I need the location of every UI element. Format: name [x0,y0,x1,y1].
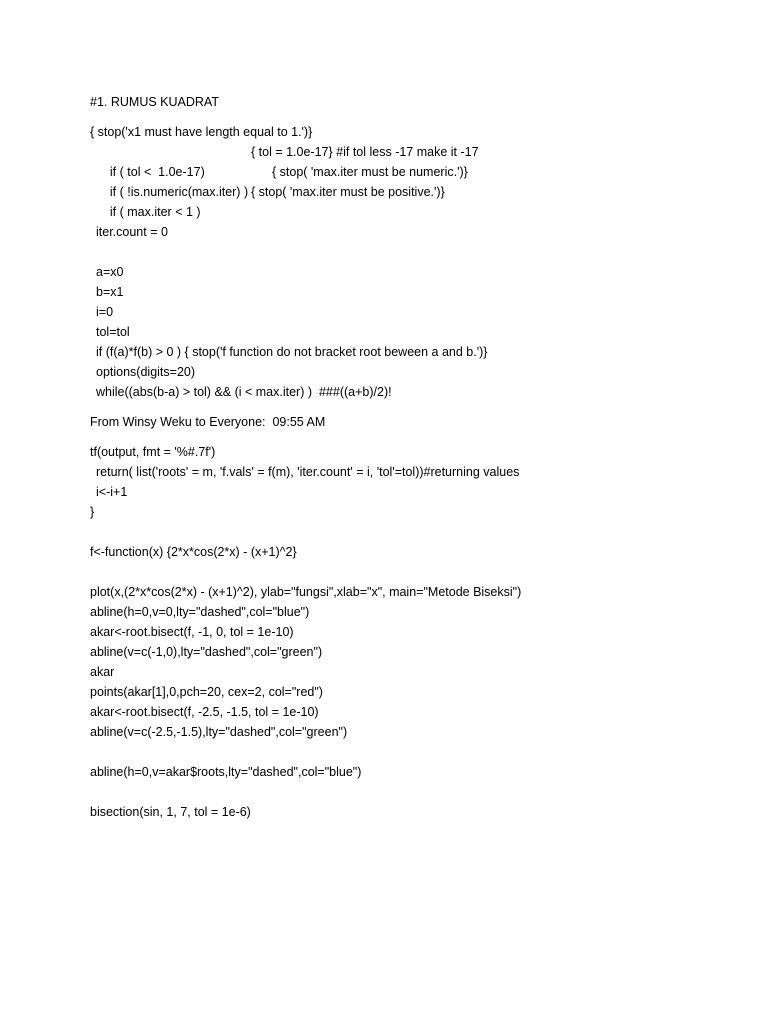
code-fragment: { tol = 1.0e-17} #if tol less -17 make it -17 [251,145,479,159]
code-fragment: if ( !is.numeric(max.iter) ) [109,185,249,199]
code-line [90,182,730,219]
code-fragment: if ( tol < 1.0e-17) [109,165,205,179]
code-line: iter.count = 0 [96,225,168,239]
code-line: } [90,505,95,519]
code-fragment: if ( max.iter < 1 ) [109,205,201,219]
code-line: b=x1 [96,285,124,299]
code-line: tol=tol [96,325,130,339]
code-line: abline(h=0,v=akar$roots,lty="dashed",col="blue") [90,765,362,779]
code-fragment: { stop( 'max.iter must be numeric.')} [272,165,468,179]
code-fragment: { stop( 'max.iter must be positive.')} [251,185,445,199]
code-line: options(digits=20) [96,365,196,379]
code-line: akar [90,665,115,679]
code-line: a=x0 [96,265,124,279]
code-line: i=0 [96,305,114,319]
code-line: return( list('roots' = m, 'f.vals' = f(m), 'iter.count' = i, 'tol'=tol))#returning values [96,465,520,479]
code-line: abline(v=c(-2.5,-1.5),lty="dashed",col="green") [90,725,348,739]
chat-message-header: From Winsy Weku to Everyone: 09:55 AM [90,415,326,429]
code-line: abline(h=0,v=0,lty="dashed",col="blue") [90,605,310,619]
code-line: plot(x,(2*x*cos(2*x) - (x+1)^2), ylab="fungsi",xlab="x", main="Metode Biseksi") [90,585,522,599]
code-line: bisection(sin, 1, 7, tol = 1e-6) [90,805,251,819]
code-line: tf(output, fmt = '%#.7f') [90,445,216,459]
code-line: f<-function(x) {2*x*cos(2*x) - (x+1)^2} [90,545,297,559]
code-line: points(akar[1],0,pch=20, cex=2, col="red") [90,685,323,699]
document-body [90,92,730,822]
code-line: i<-i+1 [96,485,128,499]
section-heading: #1. RUMUS KUADRAT [90,95,219,109]
code-line: abline(v=c(-1,0),lty="dashed",col="green") [90,645,323,659]
code-line: while((abs(b-a) > tol) && (i < max.iter) ) ###((a+b)/2)! [96,385,392,399]
code-line: akar<-root.bisect(f, -2.5, -1.5, tol = 1e-10) [90,705,319,719]
code-line: akar<-root.bisect(f, -1, 0, tol = 1e-10) [90,625,294,639]
code-line: { stop('x1 must have length equal to 1.')} [90,125,313,139]
code-line: if (f(a)*f(b) > 0 ) { stop('f function do not bracket root beween a and b.')} [96,345,488,359]
